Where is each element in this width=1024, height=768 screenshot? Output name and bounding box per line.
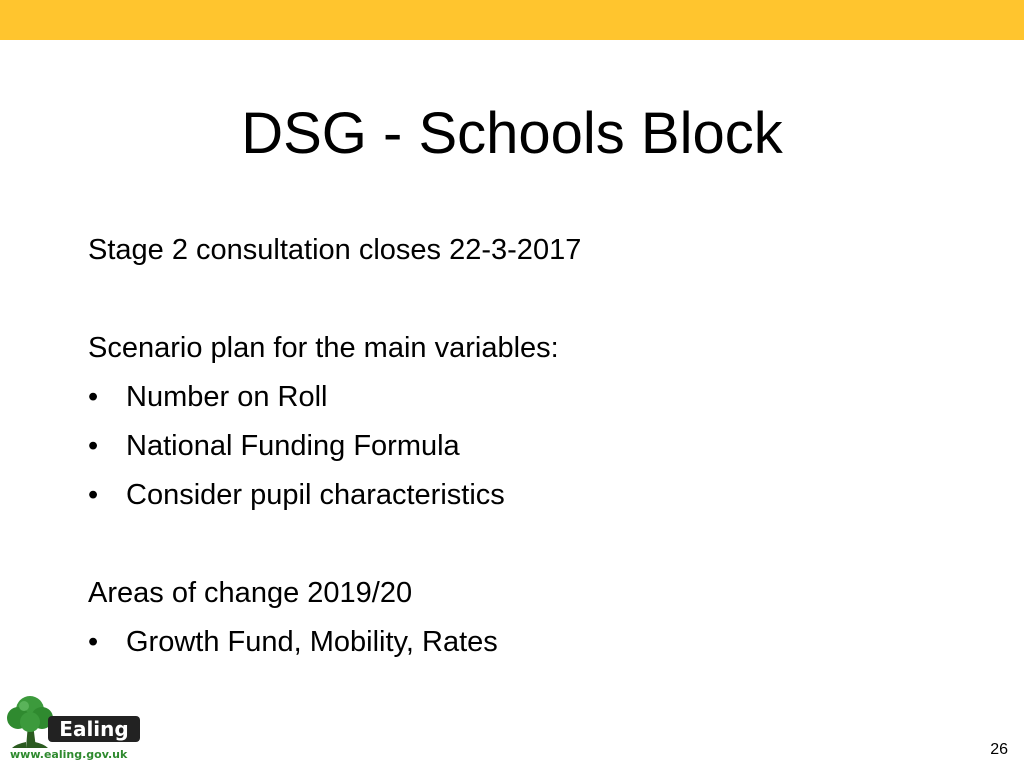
ealing-logo (2, 694, 142, 766)
bullet-text: Growth Fund, Mobility, Rates (126, 626, 498, 658)
bullet-item (88, 618, 968, 667)
bullet-text: Consider pupil characteristics (126, 479, 505, 511)
scenario-bullet-list (88, 373, 968, 520)
bullet-icon: • (88, 381, 99, 413)
slide-title: DSG - Schools Block (241, 101, 783, 166)
page-number: 26 (990, 741, 1008, 758)
scenario-heading: Scenario plan for the main variables: (88, 332, 559, 364)
bullet-text: National Funding Formula (126, 430, 460, 462)
areas-heading: Areas of change 2019/20 (88, 577, 413, 609)
bullet-item (88, 422, 968, 471)
bullet-item (88, 373, 968, 422)
top-accent-bar (0, 0, 1024, 40)
consultation-note: Stage 2 consultation closes 22-3-2017 (88, 234, 582, 266)
bullet-icon: • (88, 626, 99, 658)
bullet-item (88, 471, 968, 520)
bullet-text: Number on Roll (126, 381, 328, 413)
areas-bullet-list (88, 618, 968, 667)
logo-url: www.ealing.gov.uk (10, 748, 128, 761)
spacer (88, 520, 968, 569)
spacer (88, 275, 968, 324)
bullet-icon: • (88, 430, 99, 462)
slide-content (88, 226, 968, 667)
logo-wordmark: Ealing (48, 716, 140, 742)
bullet-icon: • (88, 479, 99, 511)
